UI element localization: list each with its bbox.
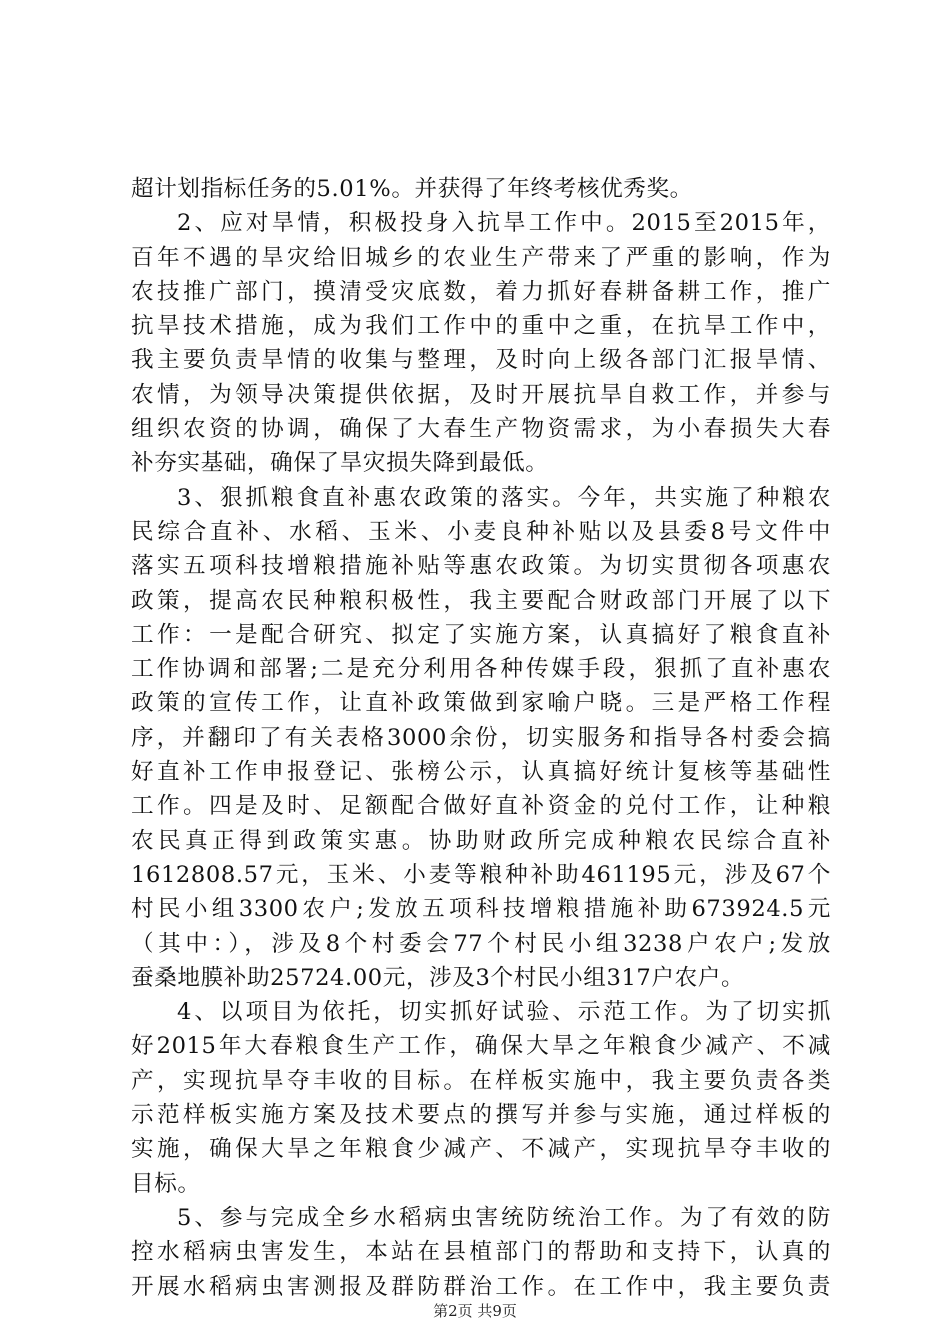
page-number: 第2页 共9页 [433,1302,517,1320]
text-line: 落实五项科技增粮措施补贴等惠农政策。为切实贯彻各项惠农 [131,553,831,580]
text-line: 目标。 [131,1170,201,1197]
text-line: 农民真正得到政策实惠。协助财政所完成种粮农民综合直补 [131,827,831,854]
text-line: 实施，确保大旱之年粮食少减产、不减产，实现抗旱夺丰收的 [131,1136,831,1163]
text-line: （其中：），涉及8个村委会77个村民小组3238户农户;发放 [131,930,831,957]
text-line: 4、以项目为依托，切实抓好试验、示范工作。为了切实抓 [177,999,831,1026]
text-line: 超计划指标任务的5.01%。并获得了年终考核优秀奖。 [131,176,693,202]
text-line: 开展水稻病虫害测报及群防群治工作。在工作中，我主要负责 [131,1273,831,1300]
text-line: 民综合直补、水稻、玉米、小麦良种补贴以及县委8号文件中 [131,518,831,545]
text-line: 蚕桑地膜补助25724.00元，涉及3个村民小组317户农户。 [131,964,745,991]
text-line: 我主要负责旱情的收集与整理，及时向上级各部门汇报旱情、 [131,347,831,374]
text-line: 村民小组3300农户;发放五项科技增粮措施补助673924.5元 [131,896,831,923]
text-line: 政策，提高农民种粮积极性，我主要配合财政部门开展了以下 [131,587,831,614]
text-line: 控水稻病虫害发生，本站在县植部门的帮助和支持下，认真的 [131,1239,831,1266]
text-line: 抗旱技术措施，成为我们工作中的重中之重，在抗旱工作中， [131,313,831,340]
text-line: 补夯实基础，确保了旱灾损失降到最低。 [131,450,549,477]
text-line: 序，并翻印了有关表格3000余份，切实服务和指导各村委会搞 [131,724,831,751]
text-line: 产，实现抗旱夺丰收的目标。在样板实施中，我主要负责各类 [131,1067,831,1094]
document-body [131,172,831,1304]
text-line: 工作：一是配合研究、拟定了实施方案，认真搞好了粮食直补 [131,621,831,648]
text-line: 政策的宣传工作，让直补政策做到家喻户晓。三是严格工作程 [131,690,831,717]
page-footer [0,1300,950,1321]
text-line: 农技推广部门，摸清受灾底数，着力抓好春耕备耕工作，推广 [131,278,831,305]
text-line: 农情，为领导决策提供依据，及时开展抗旱自救工作，并参与 [131,381,831,408]
text-line: 3、狠抓粮食直补惠农政策的落实。今年，共实施了种粮农 [177,484,831,511]
text-line: 1612808.57元，玉米、小麦等粮种补助461195元，涉及67个 [131,861,831,888]
text-line: 好直补工作申报登记、张榜公示，认真搞好统计复核等基础性 [131,759,831,786]
text-line: 工作协调和部署;二是充分利用各种传媒手段，狠抓了直补惠农 [131,656,831,683]
text-line: 好2015年大春粮食生产工作，确保大旱之年粮食少减产、不减 [131,1033,831,1060]
text-line: 百年不遇的旱灾给旧城乡的农业生产带来了严重的影响，作为 [131,244,831,271]
text-line: 工作。四是及时、足额配合做好直补资金的兑付工作，让种粮 [131,793,831,820]
text-line: 示范样板实施方案及技术要点的撰写并参与实施，通过样板的 [131,1102,831,1129]
text-line: 组织农资的协调，确保了大春生产物资需求，为小春损失大春 [131,416,831,443]
text-line: 2、应对旱情，积极投身入抗旱工作中。2015至2015年， [177,210,831,237]
text-line: 5、参与完成全乡水稻病虫害统防统治工作。为了有效的防 [177,1204,831,1231]
